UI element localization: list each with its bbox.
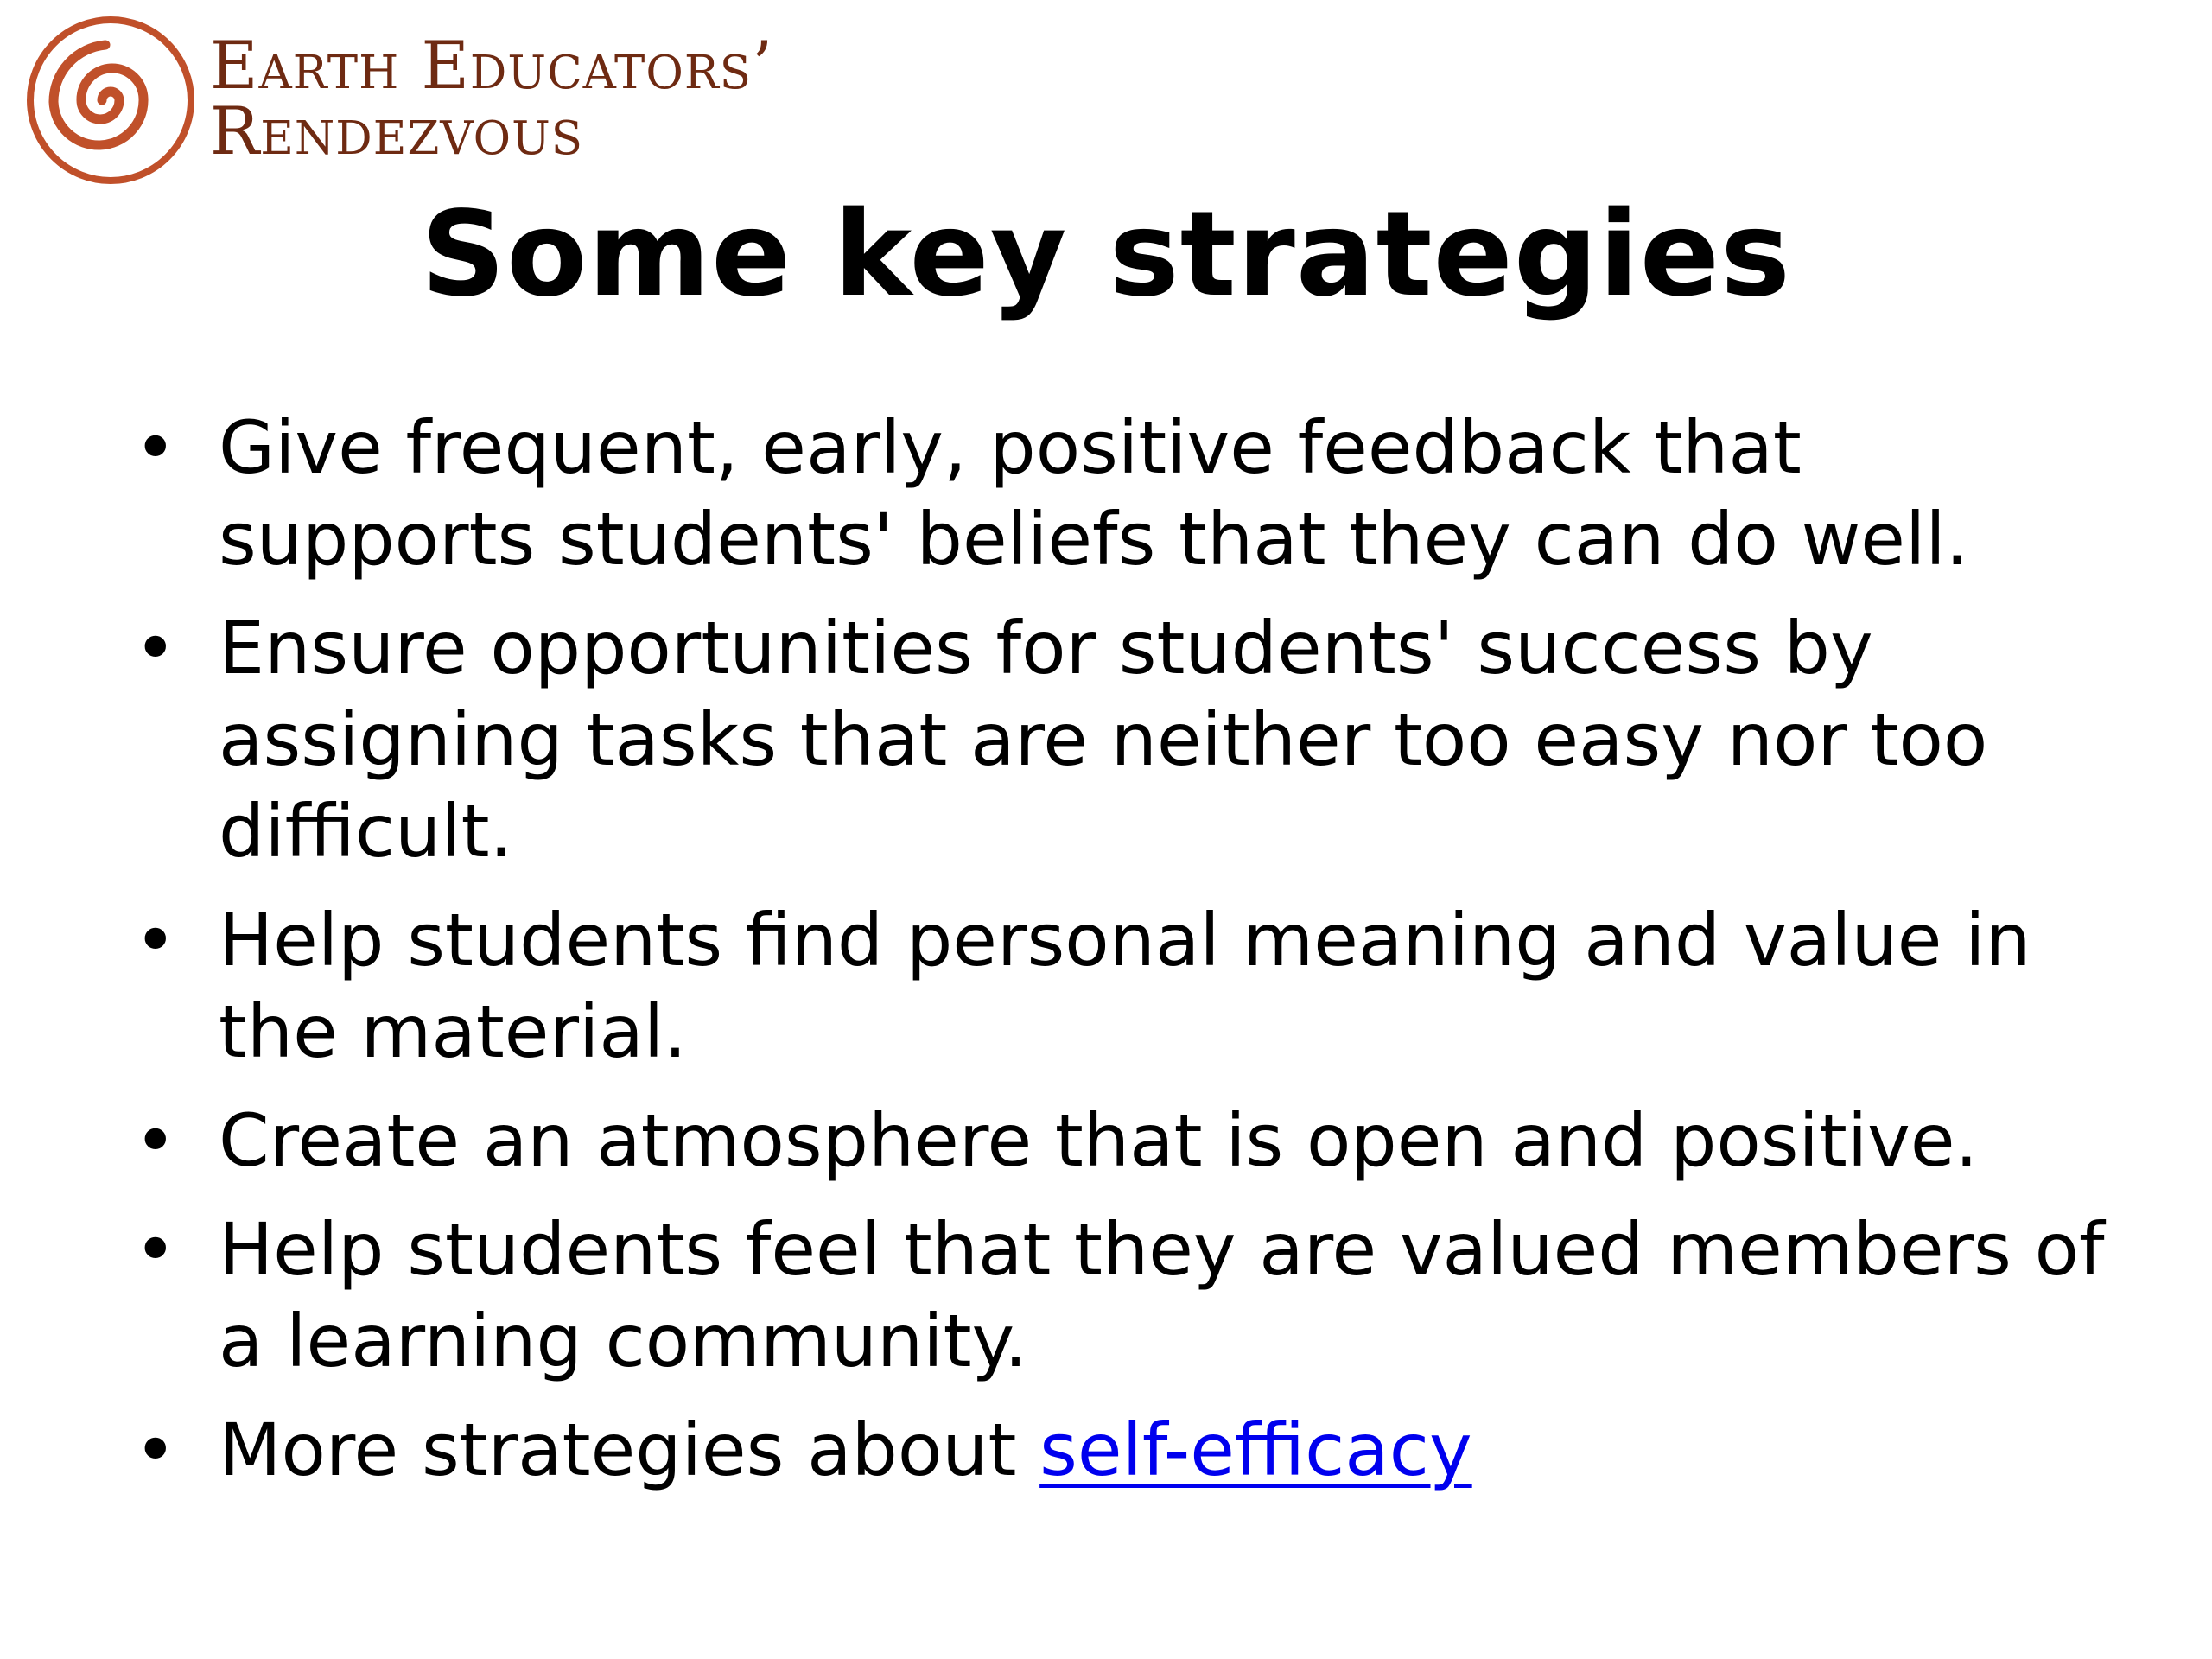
bullet-item [130,602,2117,877]
logo-text [210,27,774,169]
bullet-text: More strategies about [219,1408,1040,1492]
bullet-dot-icon: • [134,606,177,690]
slide-title: Some key strategies [421,187,1791,323]
bullet-item [130,1404,2117,1496]
logo [24,14,774,195]
bullet-dot-icon: • [134,1207,177,1292]
bullet-text: Ensure opportunities for students' success by assigning tasks that are neither too easy nor too difficult. [219,606,1988,874]
bullet-item [130,402,2117,585]
bullet-list [130,402,2117,1513]
bullet-item [130,1095,2117,1186]
bullet-item [130,1204,2117,1387]
self-efficacy-link[interactable]: self-efficacy [1039,1408,1472,1492]
bullet-dot-icon: • [134,405,177,490]
bullet-dot-icon: • [134,1408,177,1492]
logo-line-2: Rendezvous [210,92,584,169]
logo-line-1: Earth Educators’ [210,27,774,104]
bullet-dot-icon: • [134,1098,177,1183]
bullet-text: Create an atmosphere that is open and positive. [219,1098,1979,1183]
bullet-text: Help students find personal meaning and value in the material. [219,898,2031,1074]
spiral-logo-icon [24,14,197,187]
bullet-text: Help students feel that they are valued members of a learning community. [219,1207,2105,1383]
bullet-item [130,894,2117,1077]
bullet-dot-icon: • [134,898,177,982]
bullet-text: Give frequent, early, positive feedback that supports students' beliefs that they can do well. [219,405,1969,582]
